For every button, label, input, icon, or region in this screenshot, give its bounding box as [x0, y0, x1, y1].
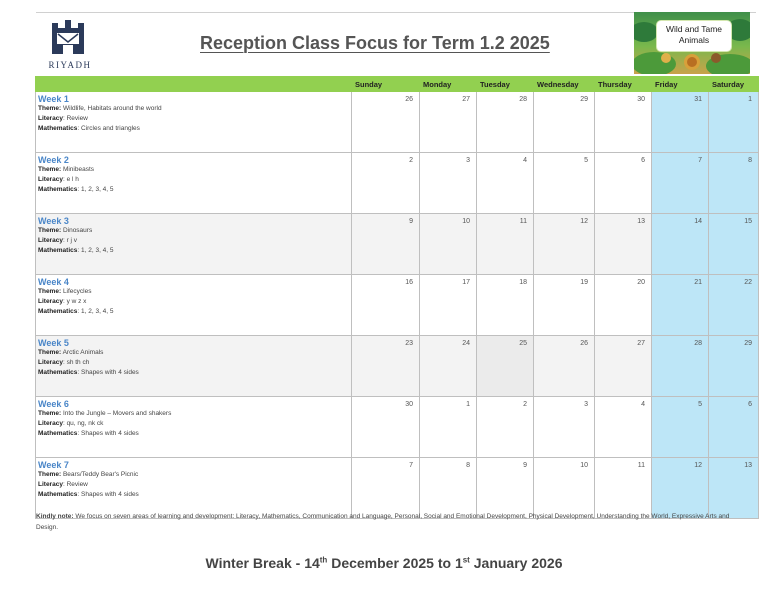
- calendar-header-row: [36, 77, 759, 92]
- weekend-date-cell: 8: [709, 153, 759, 214]
- weekend-date-cell: 6: [709, 397, 759, 458]
- crest-icon: [48, 20, 88, 56]
- week-row: [36, 458, 759, 519]
- week-info: [36, 214, 352, 275]
- week-literacy: Literacy: Review: [38, 115, 88, 122]
- learning-areas-note: [36, 511, 736, 533]
- note-label: Kindly note:: [36, 513, 74, 520]
- date-cell: 11: [595, 458, 652, 519]
- week-title: Week 6: [38, 399, 69, 409]
- date-cell: 16: [352, 275, 420, 336]
- week-title: Week 3: [38, 216, 69, 226]
- week-literacy: Literacy: r j v: [38, 237, 78, 244]
- wild-animals-banner: [634, 12, 750, 74]
- week-mathematics: Mathematics: 1, 2, 3, 4, 5: [38, 247, 114, 254]
- week-theme: Theme: Minibeasts: [38, 166, 95, 173]
- date-cell: 1: [420, 397, 477, 458]
- weekend-date-cell: 5: [652, 397, 709, 458]
- week-info: [36, 153, 352, 214]
- winter-break-notice: Winter Break - 14th December 2025 to 1st January 2026: [205, 555, 563, 571]
- date-cell: 27: [595, 336, 652, 397]
- week-row: [36, 153, 759, 214]
- week-mathematics: Mathematics: Shapes with 4 sides: [38, 491, 139, 498]
- date-cell: 7: [352, 458, 420, 519]
- week-mathematics: Mathematics: Circles and triangles: [38, 125, 140, 132]
- header-friday: Friday: [652, 77, 709, 92]
- date-cell: 5: [534, 153, 595, 214]
- weekend-date-cell: 7: [652, 153, 709, 214]
- week-literacy: Literacy: qu, ng, nk ck: [38, 420, 104, 427]
- page-title: Reception Class Focus for Term 1.2 2025: [200, 33, 550, 53]
- weekend-date-cell: 13: [709, 458, 759, 519]
- week-mathematics: Mathematics: Shapes with 4 sides: [38, 430, 139, 437]
- header-tuesday: Tuesday: [477, 77, 534, 92]
- week-info: [36, 458, 352, 519]
- weekend-date-cell: 15: [709, 214, 759, 275]
- header-monday: Monday: [420, 77, 477, 92]
- banner-title: Wild and Tame Animals: [665, 24, 723, 45]
- week-title: Week 4: [38, 277, 69, 287]
- date-cell: 3: [534, 397, 595, 458]
- date-cell: 25: [477, 336, 534, 397]
- date-cell: 12: [534, 214, 595, 275]
- weekend-date-cell: 31: [652, 92, 709, 153]
- date-cell: 19: [534, 275, 595, 336]
- week-title: Week 5: [38, 338, 69, 348]
- week-theme: Theme: Into the Jungle – Movers and shakers: [38, 410, 172, 417]
- week-info: [36, 275, 352, 336]
- week-title: Week 1: [38, 94, 69, 104]
- date-cell: 4: [477, 153, 534, 214]
- date-cell: 24: [420, 336, 477, 397]
- week-mathematics: Mathematics: 1, 2, 3, 4, 5: [38, 308, 114, 315]
- week-row: [36, 92, 759, 153]
- date-cell: 2: [352, 153, 420, 214]
- week-literacy: Literacy: e l h: [38, 176, 79, 183]
- date-cell: 17: [420, 275, 477, 336]
- week-info: [36, 336, 352, 397]
- weekend-date-cell: 12: [652, 458, 709, 519]
- week-row: [36, 275, 759, 336]
- week-mathematics: Mathematics: Shapes with 4 sides: [38, 369, 139, 376]
- banner-title-box: [656, 20, 732, 52]
- date-cell: 9: [477, 458, 534, 519]
- date-cell: 30: [352, 397, 420, 458]
- week-literacy: Literacy: y w z x: [38, 298, 87, 305]
- header-wednesday: Wednesday: [534, 77, 595, 92]
- date-cell: 20: [595, 275, 652, 336]
- week-theme: Theme: Bears/Teddy Bear's Picnic: [38, 471, 139, 478]
- weekend-date-cell: 21: [652, 275, 709, 336]
- date-cell: 9: [352, 214, 420, 275]
- date-cell: 27: [420, 92, 477, 153]
- school-logo: [40, 18, 100, 76]
- week-theme: Theme: Dinosaurs: [38, 227, 93, 234]
- header-saturday: Saturday: [709, 77, 759, 92]
- date-cell: 11: [477, 214, 534, 275]
- calendar-table: [35, 76, 759, 519]
- weekend-date-cell: 28: [652, 336, 709, 397]
- header-blank: [36, 77, 352, 92]
- week-literacy: Literacy: sh th ch: [38, 359, 90, 366]
- logo-text: RIYADH: [48, 60, 92, 70]
- date-cell: 10: [420, 214, 477, 275]
- week-theme: Theme: Arctic Animals: [38, 349, 104, 356]
- week-row: [36, 214, 759, 275]
- week-info: [36, 397, 352, 458]
- week-info: [36, 92, 352, 153]
- date-cell: 2: [477, 397, 534, 458]
- date-cell: 13: [595, 214, 652, 275]
- week-theme: Theme: Wildlife, Habitats around the world: [38, 105, 162, 112]
- week-literacy: Literacy: Review: [38, 481, 88, 488]
- date-cell: 23: [352, 336, 420, 397]
- week-theme: Theme: Lifecycles: [38, 288, 92, 295]
- date-cell: 18: [477, 275, 534, 336]
- date-cell: 26: [534, 336, 595, 397]
- date-cell: 4: [595, 397, 652, 458]
- date-cell: 28: [477, 92, 534, 153]
- week-title: Week 7: [38, 460, 69, 470]
- date-cell: 29: [534, 92, 595, 153]
- header-sunday: Sunday: [352, 77, 420, 92]
- weekend-date-cell: 29: [709, 336, 759, 397]
- weekend-date-cell: 14: [652, 214, 709, 275]
- week-title: Week 2: [38, 155, 69, 165]
- date-cell: 6: [595, 153, 652, 214]
- date-cell: 30: [595, 92, 652, 153]
- weekend-date-cell: 22: [709, 275, 759, 336]
- date-cell: 10: [534, 458, 595, 519]
- date-cell: 8: [420, 458, 477, 519]
- date-cell: 26: [352, 92, 420, 153]
- date-cell: 3: [420, 153, 477, 214]
- weekend-date-cell: 1: [709, 92, 759, 153]
- week-row: [36, 336, 759, 397]
- note-text: We focus on seven areas of learning and development: Literacy, Mathematics, Communication and Language, Personal, Social and Emotional Development, Physical Development, Understanding the World, Expressive Arts and Design.: [36, 513, 730, 531]
- header-thursday: Thursday: [595, 77, 652, 92]
- week-mathematics: Mathematics: 1, 2, 3, 4, 5: [38, 186, 114, 193]
- week-row: [36, 397, 759, 458]
